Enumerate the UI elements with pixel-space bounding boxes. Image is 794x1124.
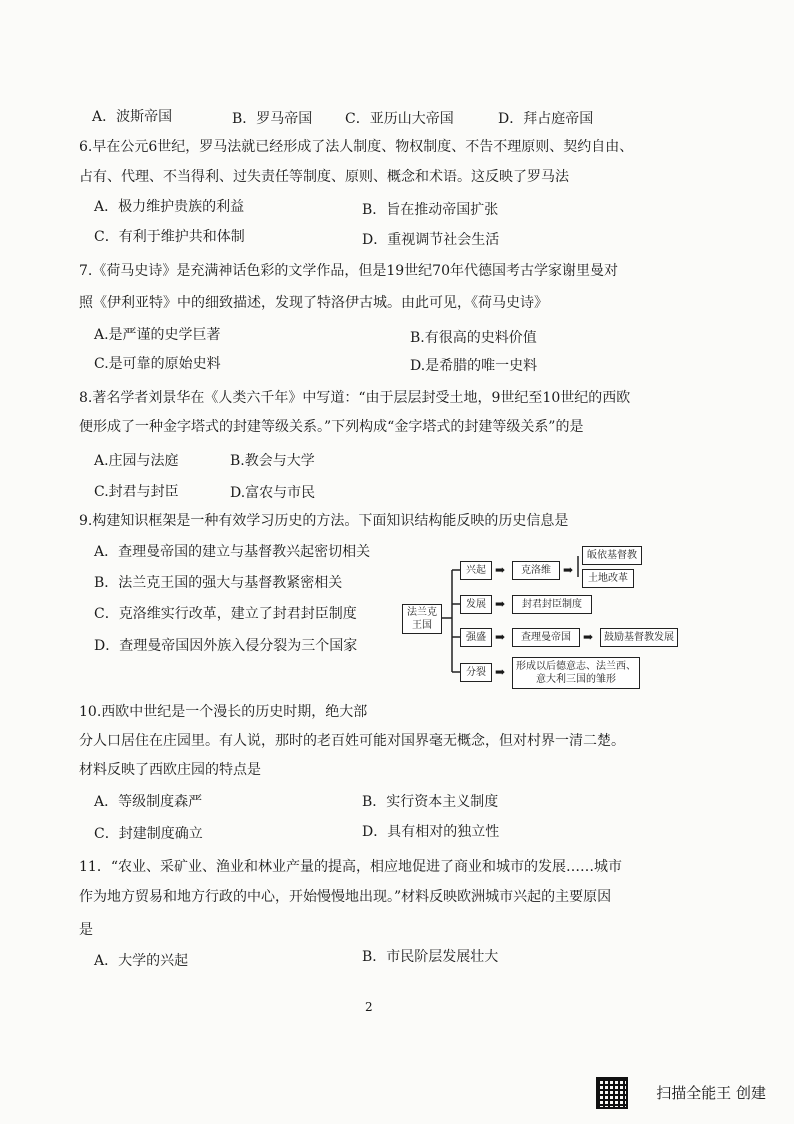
arrow-right-icon: ➡ bbox=[495, 597, 506, 611]
q10-stem-line1: 10.西欧中世纪是一个漫长的历史时期，绝大部 bbox=[79, 704, 368, 720]
q11-stem-line1: 11．“农业、采矿业、渔业和林业产量的提高，相应地促进了商业和城市的发展……城市 bbox=[79, 859, 622, 875]
q6-stem-line1: 6.早在公元6世纪，罗马法就已经形成了法人制度、物权制度、不告不理原则、契约自由、 bbox=[79, 139, 634, 155]
q7-stem-line1: 7.《荷马史诗》是充满神话色彩的文学作品，但是19世纪70年代德国考古学家谢里曼对 bbox=[79, 263, 618, 279]
q6-stem-line2: 占有、代理、不当得利、过失责任等制度、原则、概念和术语。这反映了罗马法 bbox=[79, 169, 569, 185]
diagram-charlemagne-box: 查理曼帝国 bbox=[512, 628, 580, 647]
diagram-rise-box: 兴起 bbox=[460, 561, 492, 580]
q9-option-b: B．法兰克王国的强大与基督教紧密相关 bbox=[94, 575, 343, 591]
q11-stem-line3: 是 bbox=[79, 922, 93, 938]
q6-option-b: B．旨在推动帝国扩张 bbox=[362, 202, 499, 218]
scanner-watermark: 扫描全能王 创建 bbox=[656, 1084, 766, 1102]
q5-option-b: B．罗马帝国 bbox=[232, 111, 313, 127]
arrow-right-icon: ➡ bbox=[495, 630, 506, 644]
arrow-right-icon: ➡ bbox=[563, 563, 574, 577]
diagram-clovis-box: 克洛维 bbox=[512, 561, 560, 580]
q8-option-d: D.富农与市民 bbox=[230, 485, 316, 501]
q10-option-c: C．封建制度确立 bbox=[94, 826, 203, 842]
q6-option-d: D．重视调节社会生活 bbox=[362, 232, 500, 248]
q10-option-b: B．实行资本主义制度 bbox=[362, 794, 499, 810]
q5-option-a: A．波斯帝国 bbox=[92, 109, 173, 125]
q6-option-c: C．有利于维护共和体制 bbox=[94, 229, 245, 245]
q6-option-a: A．极力维护贵族的利益 bbox=[94, 199, 245, 215]
arrow-right-icon: ➡ bbox=[495, 665, 506, 679]
q7-option-c: C.是可靠的原始史料 bbox=[94, 356, 221, 372]
q11-option-a: A．大学的兴起 bbox=[94, 953, 189, 969]
q8-stem-line2: 便形成了一种金字塔式的封建等级关系。”下列构成“金字塔式的封建等级关系”的是 bbox=[79, 419, 584, 435]
arrow-right-icon: ➡ bbox=[495, 563, 506, 577]
diagram-develop-box: 发展 bbox=[460, 595, 492, 614]
arrow-right-icon: ➡ bbox=[583, 630, 594, 644]
q10-option-a: A．等级制度森严 bbox=[94, 794, 203, 810]
q11-option-b: B．市民阶层发展壮大 bbox=[362, 949, 499, 965]
q8-option-c: C.封君与封臣 bbox=[94, 484, 179, 500]
q5-option-d: D．拜占庭帝国 bbox=[498, 111, 594, 127]
diagram-result-box: 形成以后德意志、法兰西、意大利三国的雏形 bbox=[512, 657, 640, 689]
q7-stem-line2: 照《伊利亚特》中的细致描述，发现了特洛伊古城。由此可见，《荷马史诗》 bbox=[79, 295, 548, 311]
q8-option-b: B.教会与大学 bbox=[230, 453, 315, 469]
diagram-vassal-box: 封君封臣制度 bbox=[512, 595, 592, 614]
q7-option-b: B.有很高的史料价值 bbox=[410, 330, 537, 346]
diagram-encourage-box: 鼓励基督教发展 bbox=[600, 628, 678, 647]
q9-option-a: A．查理曼帝国的建立与基督教兴起密切相关 bbox=[94, 544, 371, 560]
q8-option-a: A.庄园与法庭 bbox=[94, 453, 179, 469]
q9-option-c: C．克洛维实行改革，建立了封君封臣制度 bbox=[94, 606, 357, 622]
page-number: 2 bbox=[365, 1000, 373, 1014]
q8-stem-line1: 8.著名学者刘景华在《人类六千年》中写道：“由于层层封受土地，9世纪至10世纪的西欧 bbox=[79, 390, 631, 406]
q7-option-a: A.是严谨的史学巨著 bbox=[94, 327, 221, 343]
q7-option-d: D.是希腊的唯一史料 bbox=[410, 358, 538, 374]
qr-code-icon bbox=[596, 1077, 628, 1109]
q10-stem-line3: 材料反映了西欧庄园的特点是 bbox=[79, 762, 261, 778]
diagram-split-box: 分裂 bbox=[460, 663, 492, 682]
q9-stem-line1: 9.构建知识框架是一种有效学习历史的方法。下面知识结构能反映的历史信息是 bbox=[79, 513, 569, 529]
q9-option-d: D．查理曼帝国因外族入侵分裂为三个国家 bbox=[94, 638, 358, 654]
q10-option-d: D．具有相对的独立性 bbox=[362, 824, 500, 840]
diagram-strong-box: 强盛 bbox=[460, 628, 492, 647]
q10-stem-line2: 分人口居住在庄园里。有人说，那时的老百姓可能对国界毫无概念，但对村界一清二楚。 bbox=[79, 733, 625, 749]
diagram-convert-box: 皈依基督教 bbox=[582, 546, 642, 565]
diagram-root-box: 法兰克王国 bbox=[402, 604, 442, 634]
diagram-land-box: 土地改革 bbox=[582, 569, 634, 588]
q5-option-c: C．亚历山大帝国 bbox=[345, 111, 454, 127]
q11-stem-line2: 作为地方贸易和地方行政的中心，开始慢慢地出现。”材料反映欧洲城市兴起的主要原因 bbox=[79, 889, 612, 905]
